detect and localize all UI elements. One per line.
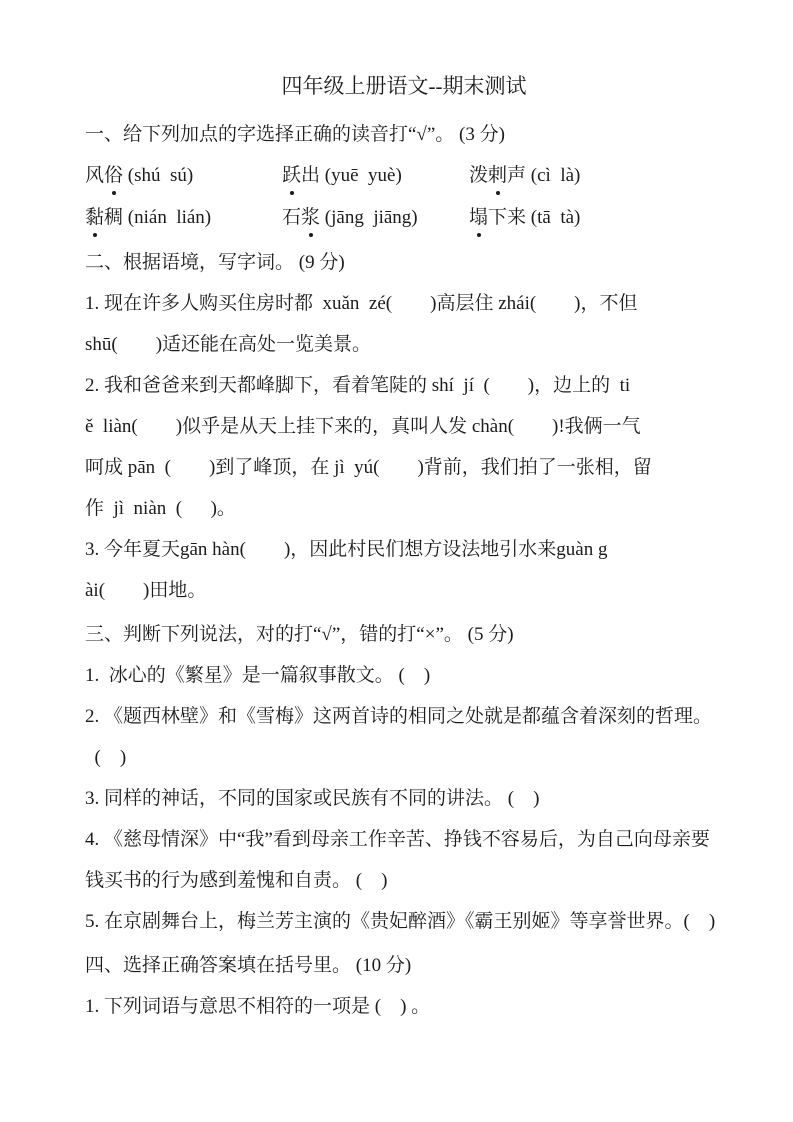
text-line: 3. 同样的神话，不同的国家或民族有不同的讲法。 ( )	[85, 788, 540, 809]
text-line: ě liàn( )似乎是从天上挂下来的，真叫人发 chàn( )!我俩一气	[85, 416, 641, 437]
section-4-heading: 四、选择正确答案填在括号里。 (10 分)	[85, 955, 412, 976]
text-line: 4. 《慈母情深》中“我”看到母亲工作辛苦、挣钱不容易后，为自己向母亲要	[85, 829, 710, 850]
section-1-heading: 一、给下列加点的字选择正确的读音打“√”。 (3 分)	[85, 124, 505, 145]
text-line: 1. 现在许多人购买住房时都 xuǎn zé( )高层住 zhái( )，不但	[85, 293, 638, 314]
char: 泼	[469, 165, 489, 186]
emphasis-dot-char: 黏	[85, 197, 104, 239]
emphasis-dot-char: 浆	[301, 197, 320, 239]
text-line: 5. 在京剧舞台上，梅兰芳主演的《贵妃醉酒》《霸王别姬》等享誉世界。( )	[85, 911, 716, 932]
word-item	[469, 155, 723, 197]
word-item	[85, 197, 282, 239]
pinyin-choice-row	[85, 155, 723, 197]
text-line: 2. 我和爸爸来到天都峰脚下，看着笔陡的 shí jí ( )，边上的 ti	[85, 375, 631, 396]
section-2-heading: 二、根据语境，写字词。 (9 分)	[85, 252, 345, 273]
char: 稠	[104, 207, 124, 228]
pinyin-choice-row	[85, 197, 723, 239]
section-3-heading: 三、判断下列说法，对的打“√”，错的打“×”。 (5 分)	[85, 624, 514, 645]
char: 石	[282, 207, 302, 228]
text-line: 呵成 pān ( )到了峰顶，在 jì yú( )背前，我们拍了一张相，留	[85, 457, 652, 478]
text-line: 作 jì niàn ( )。	[85, 498, 236, 519]
text-line: shū( )适还能在高处一览美景。	[85, 334, 372, 355]
char: 来	[507, 207, 527, 228]
pinyin-options: (jāng jiāng)	[320, 207, 418, 228]
pinyin-options: (cì là)	[526, 165, 581, 186]
pinyin-options: (yuē yuè)	[320, 165, 402, 186]
text-line: 3. 今年夏天gān hàn( )，因此村民们想方设法地引水来guàn g	[85, 539, 608, 560]
text-line: ( )	[85, 747, 127, 768]
text-line: ài( )田地。	[85, 580, 207, 601]
page-title: 四年级上册语文--期末测试	[281, 74, 527, 98]
text-line: 2. 《题西林壁》和《雪梅》这两首诗的相同之处就是都蕴含着深刻的哲理。	[85, 706, 713, 727]
word-item	[282, 197, 469, 239]
char: 下	[488, 207, 508, 228]
char: 声	[507, 165, 527, 186]
word-item	[282, 155, 469, 197]
emphasis-dot-char: 俗	[104, 155, 123, 197]
emphasis-dot-char: 跃	[282, 155, 301, 197]
emphasis-dot-char: 剌	[488, 155, 507, 197]
emphasis-dot-char: 塌	[469, 197, 488, 239]
text-line: 1. 下列词语与意思不相符的一项是 ( ) 。	[85, 996, 431, 1017]
text-line: 1. 冰心的《繁星》是一篇叙事散文。 ( )	[85, 665, 431, 686]
word-item	[85, 155, 282, 197]
word-item	[469, 197, 723, 239]
char: 出	[301, 165, 321, 186]
pinyin-options: (nián lián)	[123, 207, 212, 228]
text-line: 钱买书的行为感到羞愧和自责。 ( )	[85, 870, 388, 891]
char: 风	[85, 165, 105, 186]
document-body	[85, 114, 723, 1027]
pinyin-options: (shú sú)	[123, 165, 194, 186]
pinyin-options: (tā tà)	[526, 207, 581, 228]
